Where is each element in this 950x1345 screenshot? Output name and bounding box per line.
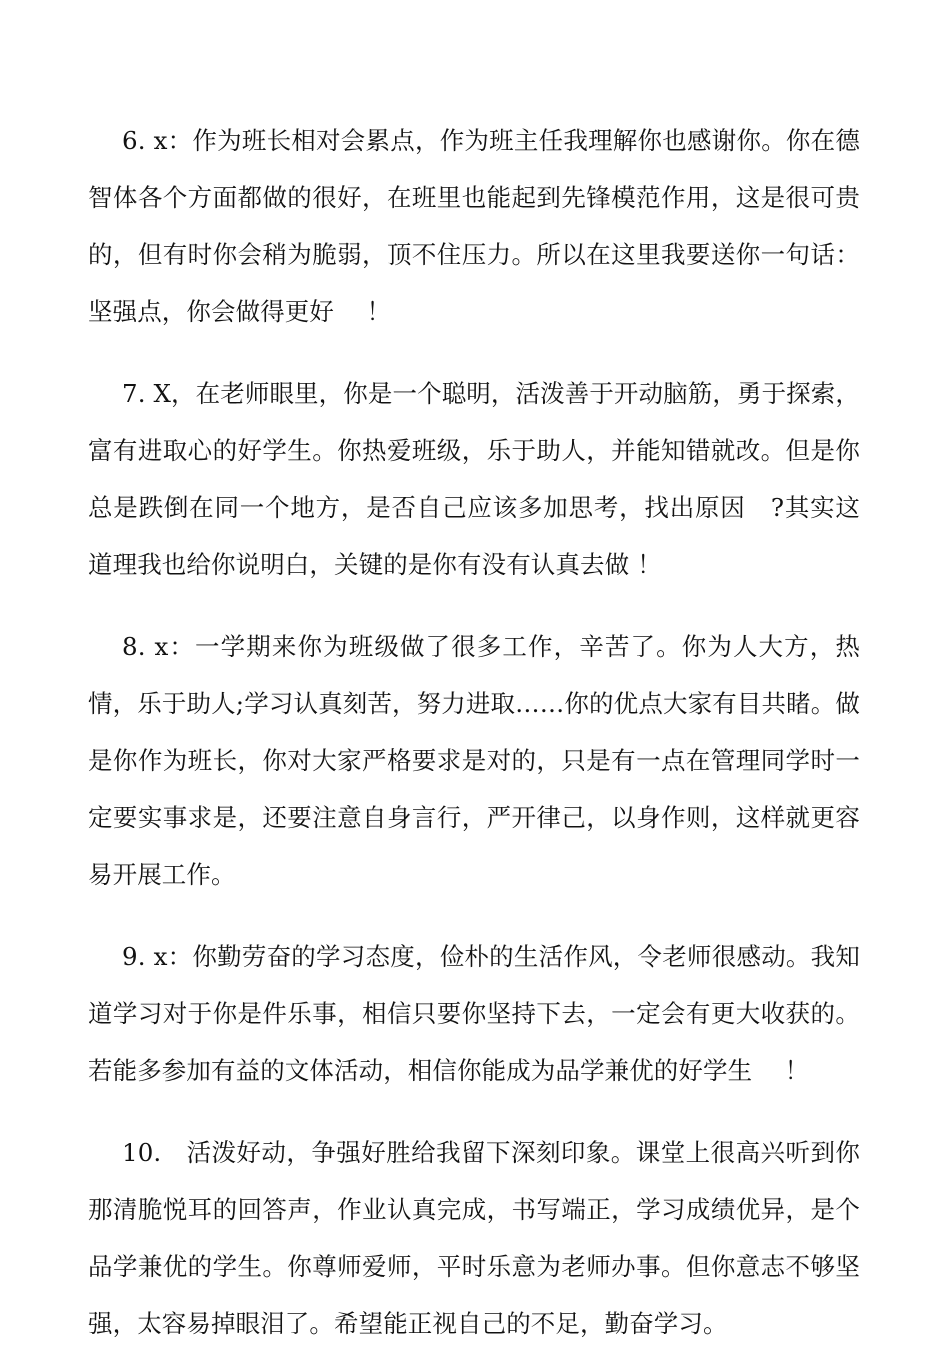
paragraph-9: 9. x：你勤劳奋的学习态度，俭朴的生活作风，令老师很感动。我知道学习对于你是件乐事，相信只要你坚持下去，一定会有更大收获的。若能多参加有益的文体活动，相信你能成为品学兼优的好学生 ！ bbox=[88, 942, 860, 1085]
paragraph-10: 10. 活泼好动，争强好胜给我留下深刻印象。课堂上很高兴听到你那清脆悦耳的回答声，作业认真完成，书写端正，学习成绩优异，是个品学兼优的学生。你尊师爱师，平时乐意为老师办事。但你意志不够坚强，太容易掉眼泪了。希望能正视自己的不足，勤奋学习。 bbox=[88, 1138, 860, 1338]
paragraph-8: 8. x：一学期来你为班级做了很多工作，辛苦了。你为人大方，热情，乐于助人;学习认真刻苦，努力进取……你的优点大家有目共睹。做是你作为班长，你对大家严格要求是对的，只是有一点在管理同学时一定要实事求是，还要注意自身言行，严开律己，以身作则，这样就更容易开展工作。 bbox=[88, 632, 860, 889]
document-text-body bbox=[88, 112, 860, 1345]
paragraph-7: 7. X，在老师眼里，你是一个聪明，活泼善于开动脑筋，勇于探索，富有进取心的好学生。你热爱班级，乐于助人，并能知错就改。但是你总是跌倒在同一个地方，是否自己应该多加思考，找出原因 ?其实这道理我也给你说明白，关键的是你有没有认真去做 ！ bbox=[88, 379, 860, 579]
paragraph-6: 6. x：作为班长相对会累点，作为班主任我理解你也感谢你。你在德智体各个方面都做的很好，在班里也能起到先锋模范作用，这是很可贵的，但有时你会稍为脆弱，顶不住压力。所以在这里我要送你一句话：坚强点，你会做得更好 ！ bbox=[88, 126, 860, 326]
